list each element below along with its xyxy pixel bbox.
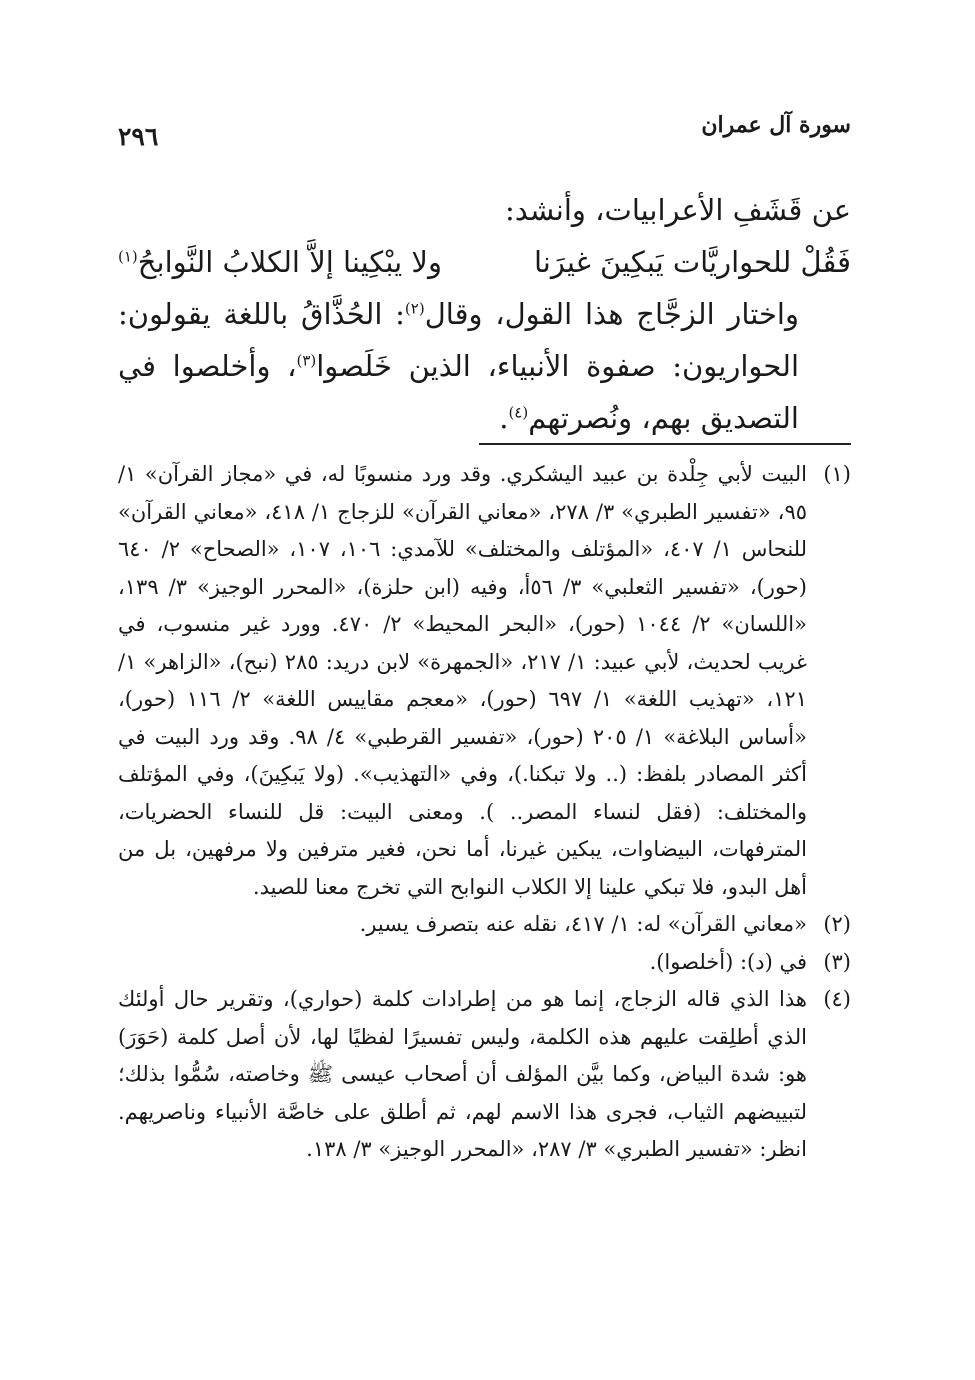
footnote-divider [479,443,851,445]
verse-second-hemistich: ولا يبْكِينا إلاَّ الكلابُ النَّوابحُ$^{(١)}$ [118,245,442,279]
footnote-1 [118,456,851,906]
footnote-number: (٤) [823,987,851,1011]
main-text [118,184,851,444]
poetry-verse [118,236,851,288]
footnote-ref-2[interactable]: (٢) [404,299,425,318]
footnote-4 [118,981,851,1169]
footnote-text: البيت لأبي جِلْدة بن عبيد اليشكري. وقد ورد منسوبًا له، في «مجاز القرآن» ١/ ٩٥، «تفسير الطبري» ٣/ ٢٧٨، «معاني القرآن» للزجاج ١/ ٤١٨، «معاني القرآن» للنحاس ١/ ٤٠٧، «المؤتلف والمختلف» للآمدي: ١٠٦، ١٠٧، «الصحاح» ٢/ ٦٤٠ (حور)، «تفسير الثعلبي» ٣/ ٥٦أ، وفيه (ابن حلزة)، «المحرر الوجيز» ٣/ ١٣٩، «اللسان» ٢/ ١٠٤٤ (حور)، «البحر المحيط» ٢/ ٤٧٠. وورد غير منسوب، في غريب لحديث، لأبي عبيد: ١/ ٢١٧، «الجمهرة» لابن دريد: ٢٨٥ (نبح)، «الزاهر» ١/ ١٢١، «تهذيب اللغة» ١/ ٦٩٧ (حور)، «معجم مقاييس اللغة» ٢/ ١١٦ (حور)، «أساس البلاغة» ١/ ٢٠٥ (حور)، «تفسير القرطبي» ٤/ ٩٨. وقد ورد البيت في أكثر المصادر بلفظ: (.. ولا تبكنا.)، وفي «التهذيب». (ولا يَبكِينَ)، وفي المؤتلف والمختلف: (فقل لنساء المصر.. ). ومعنى البيت: قل للنساء الحضريات، المترفهات، البيضاوات، يبكين غيرنا، أما نحن، فغير مترفين ولا مرفهين، بل من أهل البدو، فلا تبكي علينا إلا الكلاب النوابح التي تخرج معنا للصيد. [118,462,808,899]
body-paragraph: واختار الزجَّاج هذا القول، وقال$^{(٢)}$: الحُذَّاقُ باللغة يقولون: الحواريون: صفوة الأنبياء، الذين خَلَصوا$^{(٣)}$، وأخلصوا في التصديق بهم، ونُصرتهم$^{(٤)}$. [118,297,799,435]
footnote-ref-3[interactable]: (٣) [296,351,317,370]
verse-first-hemistich: فَقُلْ للحواريَّات يَبكِينَ غيرَنا [533,245,851,279]
page-header [118,112,851,156]
intro-line: عن قَشَفِ الأعرابيات، وأنشد: [504,193,851,227]
footnote-text: هذا الذي قاله الزجاج، إنما هو من إطرادات كلمة (حواري)، وتقرير حال أولئك الذي أطلِقت عليهم هذه الكلمة، وليس تفسيرًا لفظيًا لها، لأن أصل كلمة (حَوَرَ) هو: شدة البياض، وكما بيَّن المؤلف أن أصحاب عيسى ﷺ وخاصته، سُمُّوا بذلك؛ لتبييضهم الثياب، فجرى هذا الاسم لهم، ثم أطلق على خاصَّة الأنبياء وناصريهم. انظر: «تفسير الطبري» ٣/ ٢٨٧، «المحرر الوجيز» ٣/ ١٣٨. [118,987,807,1161]
footnote-3 [118,944,851,982]
footnotes-section [118,456,851,1169]
footnote-text: «معاني القرآن» له: ١/ ٤١٧، نقله عنه بتصرف يسير. [359,912,807,936]
footnote-ref-4[interactable]: (٤) [508,403,529,422]
footnote-2 [118,906,851,944]
page-number: ٢٩٦ [118,122,159,151]
footnote-ref-1[interactable]: (١) [118,247,138,266]
footnote-number: (٢) [823,912,851,936]
surah-title: سورة آل عمران [701,112,851,138]
footnote-number: (٣) [823,949,851,974]
footnote-text: في (د): (أخلصوا). [649,949,807,974]
footnote-number: (١) [823,462,851,486]
